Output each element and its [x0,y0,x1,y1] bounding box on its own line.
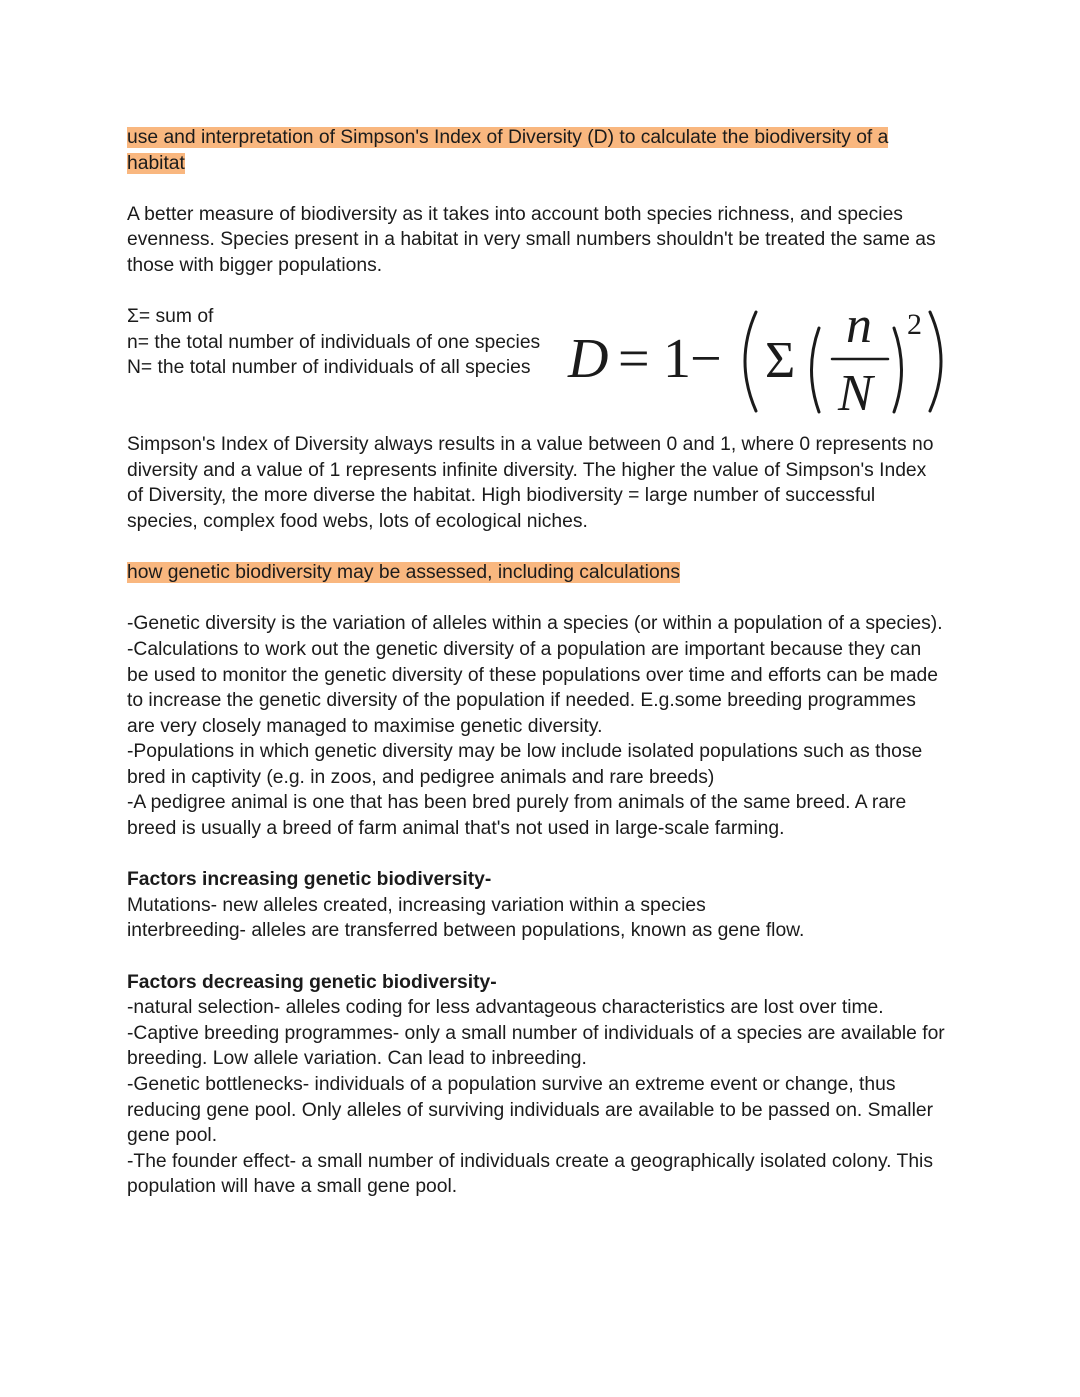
text-line: -Genetic diversity is the variation of alleles within a species (or within a population of a species). [127,613,943,635]
heading-line: habitat [127,152,185,174]
text-line: those with bigger populations. [127,254,383,276]
text-line: Simpson's Index of Diversity always results in a value between 0 and 1, where 0 represents no [127,434,934,456]
text-line: are very closely managed to maximise genetic diversity. [127,715,603,737]
outer-right-paren [930,312,941,411]
text-line: breed is usually a breed of farm animal that's not used in large-scale farming. [127,818,785,840]
text-line: to increase the genetic diversity of the population if needed. E.g.some breeding programmes [127,690,916,712]
interpretation-paragraph [127,432,957,534]
text-line: A better measure of biodiversity as it takes into account both species richness, and species [127,203,903,225]
text-line: diversity and a value of 1 represents infinite diversity. The higher the value of Simpson's Index [127,459,927,481]
formula-numerator: n [846,304,872,355]
document-page [127,125,957,1200]
formula-section [127,304,957,432]
section-heading-genetic [127,560,957,586]
text-line: -Genetic bottlenecks- individuals of a population survive an extreme event or change, thus [127,1074,896,1095]
text-line: species, complex food webs, lots of ecological niches. [127,510,588,532]
section-heading-simpsons [127,125,957,176]
text-line: -Calculations to work out the genetic diversity of a population are important because they can [127,638,922,660]
intro-paragraph [127,202,957,279]
formula-D: D [568,328,609,391]
formula-minus: − [690,328,722,391]
inner-right-paren [894,328,902,412]
text-line: -A pedigree animal is one that has been bred purely from animals of the same breed. A rare [127,792,907,814]
text-line: interbreeding- alleles are transferred between populations, known as gene flow. [127,920,805,942]
text-line: reducing gene pool. Only alleles of surviving individuals are available to be passed on. Smaller [127,1099,933,1121]
definition-n: n= the total number of individuals of one species [127,331,541,353]
decreasing-title: Factors decreasing genetic biodiversity- [127,971,497,993]
heading-line: use and interpretation of Simpson's Index of Diversity (D) to calculate the biodiversity of a [127,127,889,148]
formula-equals: = [618,328,650,391]
text-line: Mutations- new alleles created, increasing variation within a species [127,894,706,916]
text-line: -Captive breeding programmes- only a small number of individuals of a species are available for [127,1022,945,1044]
simpsons-index-formula [566,304,961,422]
formula-denominator: N [838,365,873,423]
text-line: -natural selection- alleles coding for less advantageous characteristics are lost over time. [127,997,884,1019]
text-line: bred in captivity (e.g. in zoos, and pedigree animals and rare breeds) [127,766,715,788]
text-line: be used to monitor the genetic diversity of these populations over time and efforts can be made [127,664,939,686]
increasing-factors [127,867,957,944]
text-line: evenness. Species present in a habitat in very small numbers shouldn't be treated the same as [127,229,936,251]
definition-N: N= the total number of individuals of all species [127,357,531,379]
formula-sigma: Σ [765,332,796,390]
increasing-title: Factors increasing genetic biodiversity- [127,869,492,891]
definition-sigma: Σ= sum of [127,306,214,328]
formula-exponent: 2 [907,308,922,342]
formula-one: 1 [663,328,691,391]
text-line: of Diversity, the more diverse the habitat. High biodiversity = large number of successful [127,485,876,507]
genetic-diversity-paragraph [127,611,957,841]
definitions-list [127,304,540,381]
decreasing-factors [127,970,957,1200]
outer-left-paren [745,312,756,411]
text-line: -The founder effect- a small number of individuals create a geographically isolated colony. This [127,1150,933,1172]
inner-left-paren [812,328,820,412]
heading-line: how genetic biodiversity may be assessed, including calculations [127,562,681,584]
text-line: population will have a small gene pool. [127,1176,458,1198]
text-line: -Populations in which genetic diversity may be low include isolated populations such as those [127,741,923,763]
text-line: breeding. Low allele variation. Can lead to inbreeding. [127,1048,587,1070]
text-line: gene pool. [127,1125,218,1147]
